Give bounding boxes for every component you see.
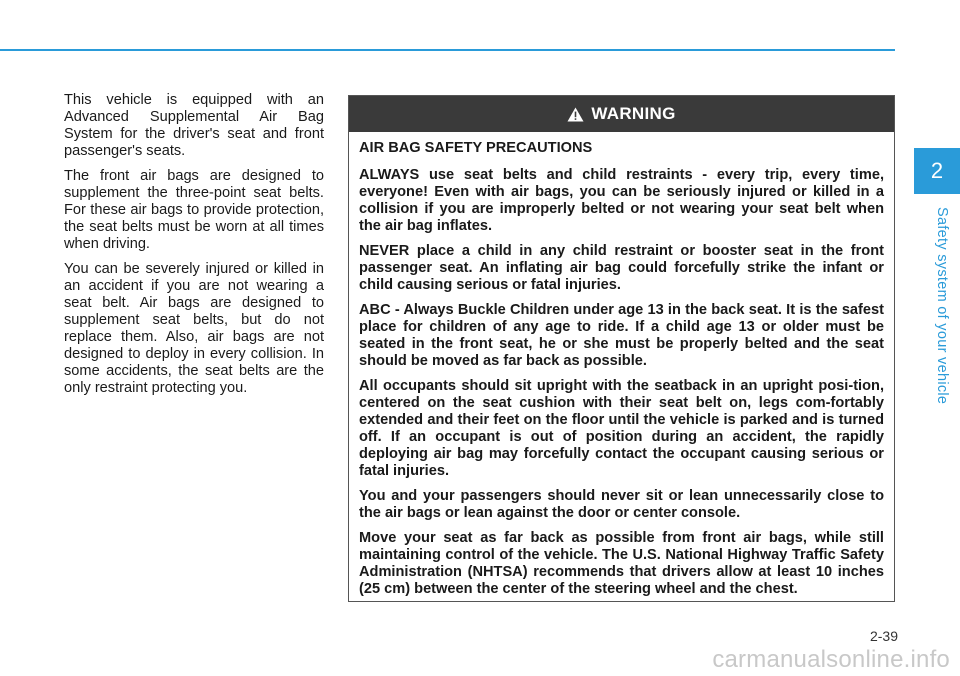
warning-paragraph: ALWAYS use seat belts and child restraints - every trip, every time, everyone! Even with air bags, you can be seriously injured or killed in a collision if you are improperly belted or not wearing your seat belt when the air bag inflates. — [359, 167, 884, 234]
warning-paragraph: NEVER place a child in any child restraint or booster seat in the front passenger seat. An inflating air bag could forcefully strike the infant or child causing serious or fatal injuries. — [359, 243, 884, 293]
watermark: carmanualsonline.info — [712, 646, 950, 673]
intro-text — [64, 92, 324, 405]
warning-body — [349, 132, 894, 598]
warning-header — [349, 96, 894, 132]
chapter-title: Safety system of your vehicle — [934, 207, 950, 405]
warning-paragraph: All occupants should sit upright with the seatback in an upright posi-tion, centered on the seat cushion with their seat belt on, legs com-fortably extended and their feet on the floor until the vehicle is parked and is turned off. If an occupant is out of position during an accident, the rapidly deploying air bag may forcefully contact the occupant causing serious or fatal injuries. — [359, 378, 884, 479]
warning-paragraph: Move your seat as far back as possible from front air bags, while still maintaining control of the vehicle. The U.S. National Highway Traffic Safety Administration (NHTSA) recommends that drivers allow at least 10 inches (25 cm) between the center of the steering wheel and the chest. — [359, 530, 884, 597]
warning-triangle-icon — [567, 107, 584, 122]
intro-paragraph: You can be severely injured or killed in an accident if you are not wearing a seat belt. Air bags are designed to supplement seat belts, but do not replace them. Also, air bags are not designed to deploy in every collision. In some accidents, the seat belts are the only restraint protecting you. — [64, 261, 324, 396]
warning-paragraph: ABC - Always Buckle Children under age 13 in the back seat. It is the safest place for children of any age to ride. If a child age 13 or older must be seated in the front seat, he or she must be properly belted and the seat should be moved as far back as possible. — [359, 302, 884, 369]
warning-box — [348, 95, 895, 602]
page-number: 2-39 — [869, 628, 898, 644]
warning-paragraph: You and your passengers should never sit or lean unnecessarily close to the air bags or lean against the door or center console. — [359, 488, 884, 521]
warning-title: AIR BAG SAFETY PRECAUTIONS — [359, 140, 593, 156]
intro-paragraph: This vehicle is equipped with an Advanced Supplemental Air Bag System for the driver's seat and front passenger's seats. — [64, 92, 324, 159]
warning-label: WARNING — [591, 104, 676, 123]
intro-paragraph: The front air bags are designed to supplement the three-point seat belts. For these air bags to provide protection, the seat belts must be worn at all times when driving. — [64, 168, 324, 252]
chapter-number: 2 — [930, 158, 944, 183]
header-rule — [0, 49, 895, 51]
chapter-tab — [914, 148, 960, 194]
